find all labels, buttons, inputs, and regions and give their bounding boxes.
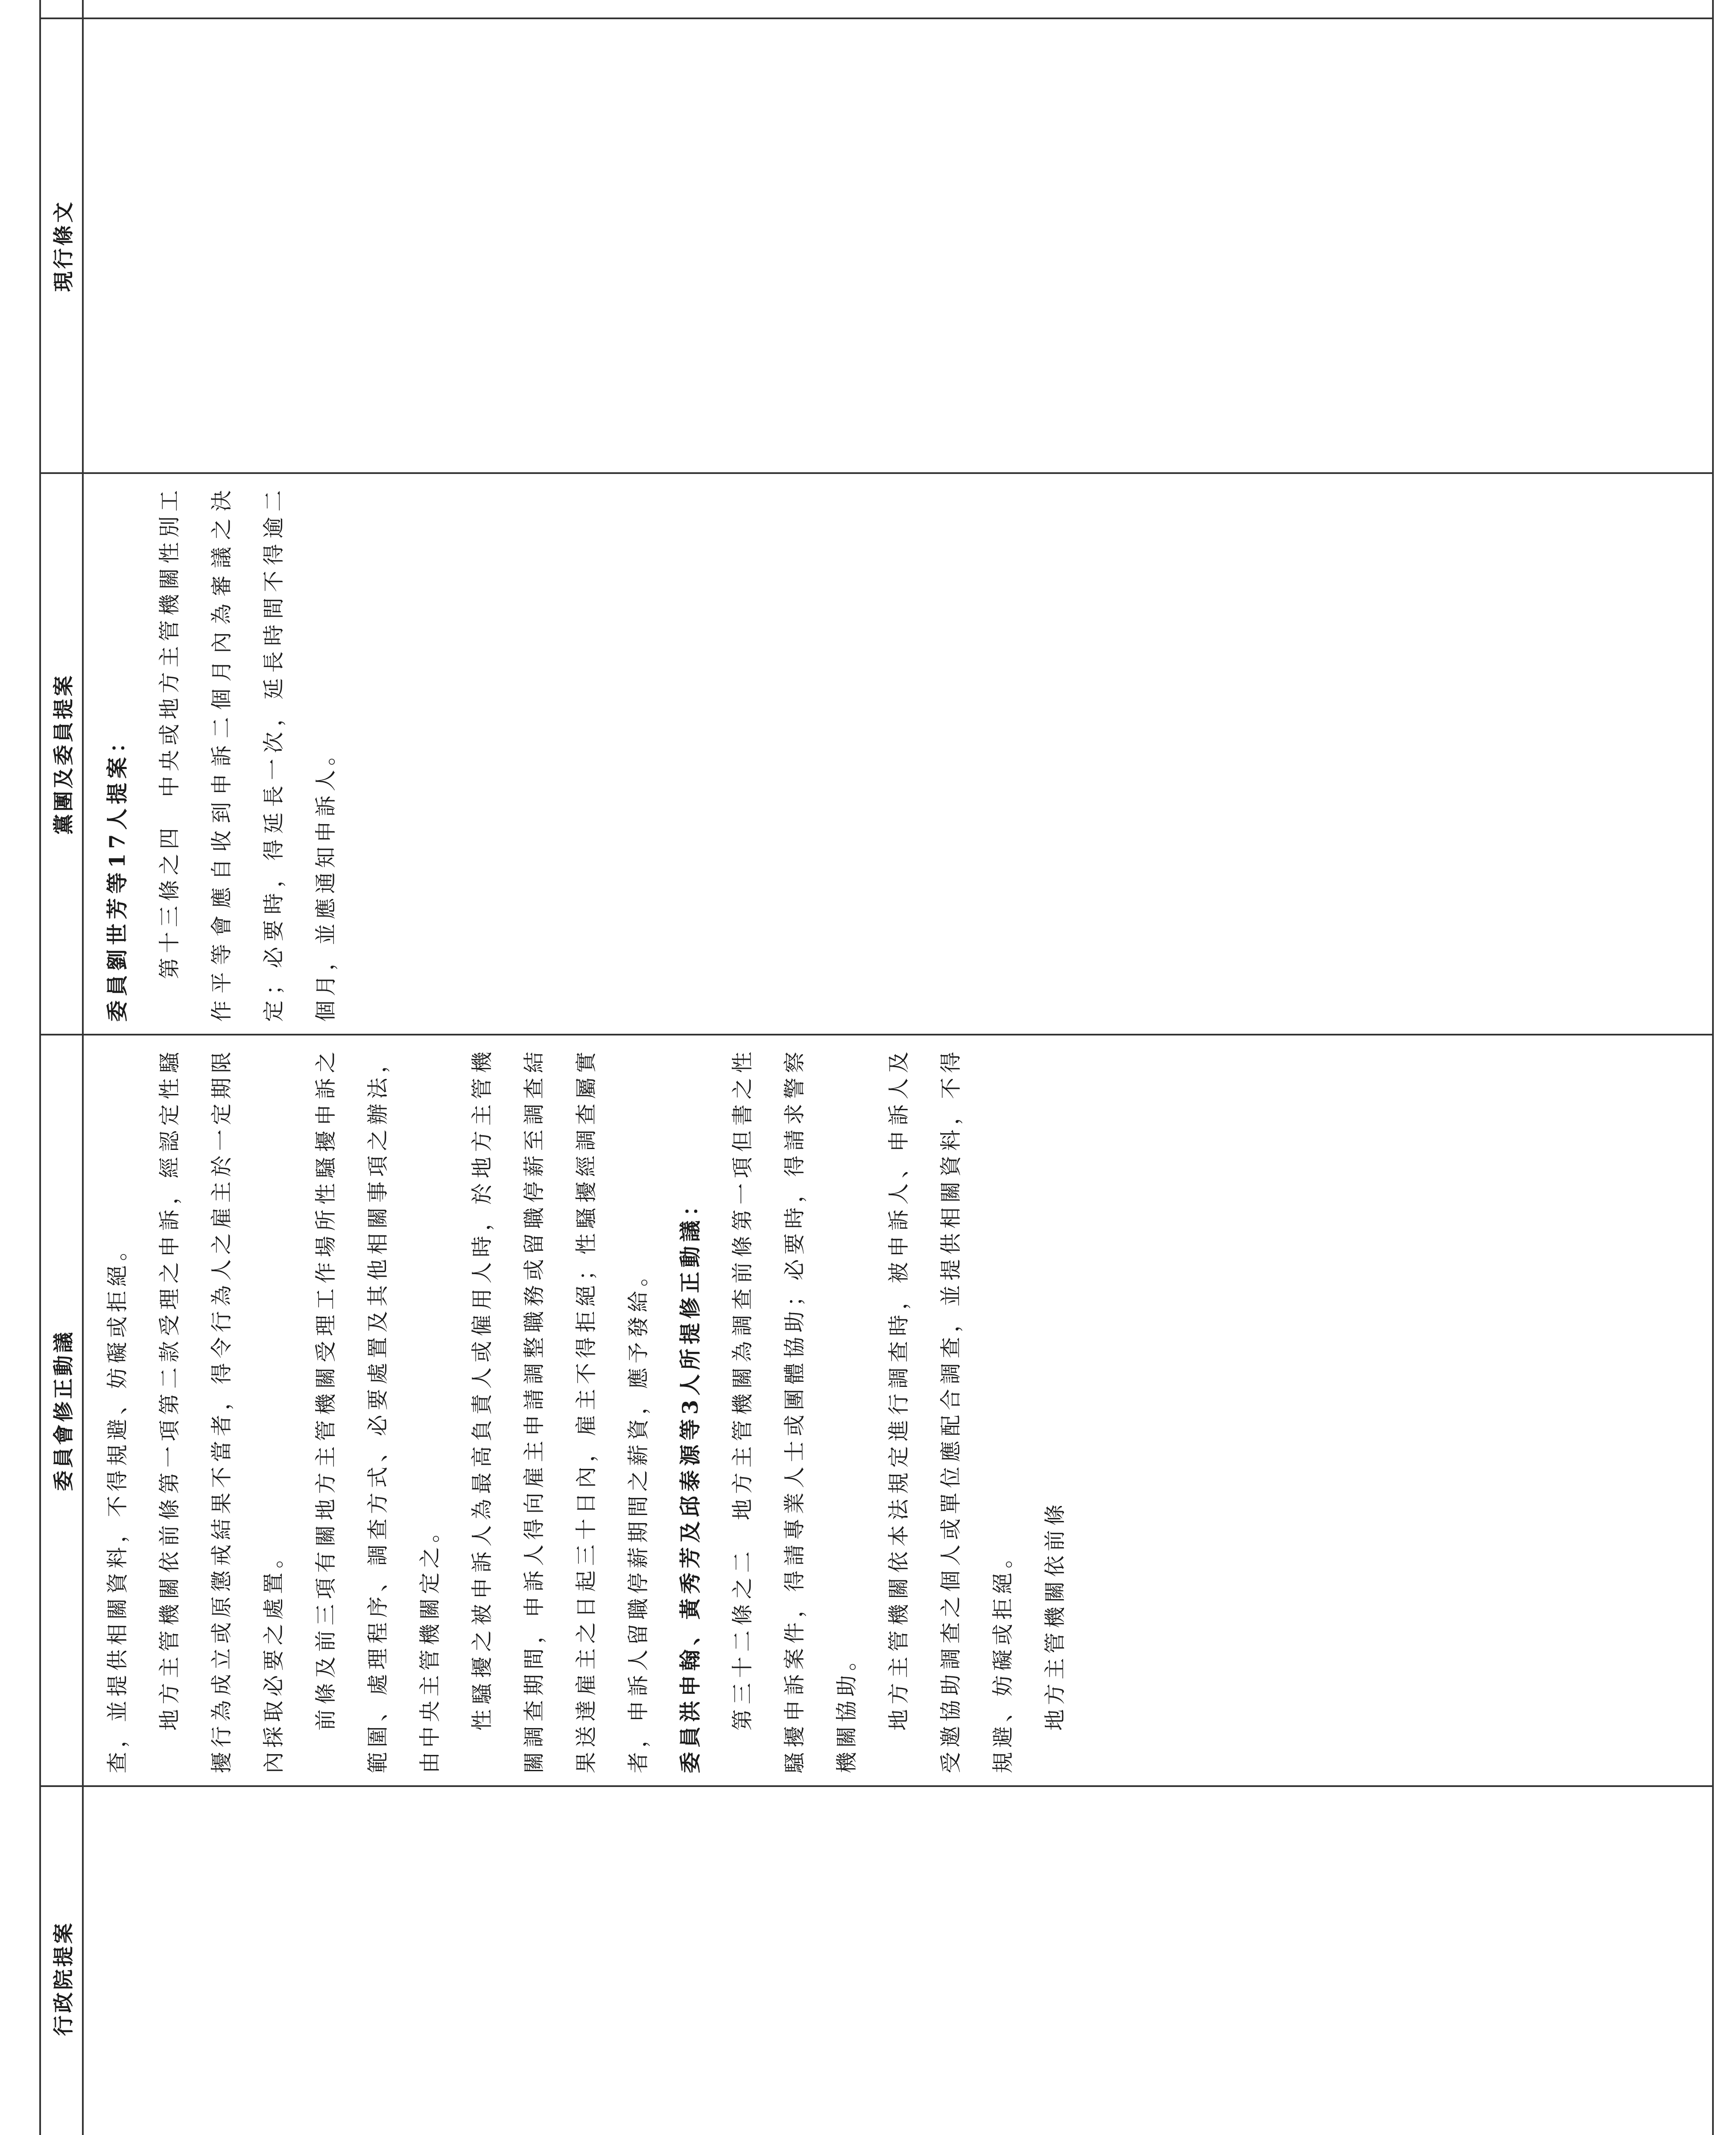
explanation-cell: [83, 0, 1713, 18]
current-text-cell: [83, 18, 1713, 473]
executive-proposal-cell: [83, 1786, 1713, 2135]
motion-heading: 委員洪申翰、黃秀芳及邱泰源等3人所提修正動議：: [678, 1190, 703, 1773]
header-row: [40, 0, 83, 2135]
proposal-paragraph: 第十三條之四 中央或地方主管機關性別工作平等會應自收到申訴二個月內為審議之決定；必要時，得延長一次，延長時間不得逾二個月，並應通知申訴人。: [157, 486, 338, 1022]
motion-paragraph: 前條及前三項有關地方主管機關受理工作場所性騷擾申訴之範圍、處理程序、調查方式、必要處置及其他相關事項之辦法，由中央主管機關定之。: [313, 1047, 442, 1773]
caucus-proposal-cell: [83, 473, 1713, 1035]
motion-paragraph: 地方主管機關依本法規定進行調查時，被申訴人、申訴人及受邀協助調查之個人或單位應配合調查，並提供相關資料，不得規避、妨礙或拒絕。: [886, 1047, 1015, 1773]
comparison-table: [39, 0, 1714, 2135]
motion-paragraph: 地方主管機關依前條: [1043, 1500, 1067, 1731]
motion-paragraph: 查，並提供相關資料，不得規避、妨礙或拒絕。: [105, 1235, 130, 1773]
header-committee-motion: 委員會修正動議: [40, 1035, 83, 1786]
body-row: [83, 0, 1713, 2135]
header-explanation: [40, 0, 83, 18]
proposal-heading: 委員劉世芳等17人提案：: [105, 727, 130, 1022]
header-current-text: 現行條文: [40, 18, 83, 473]
committee-motion-cell: [83, 1035, 1713, 1786]
header-executive-proposal: 行政院提案: [40, 1786, 83, 2135]
header-caucus-proposal: 黨團及委員提案: [40, 473, 83, 1035]
motion-paragraph: 性騷擾之被申訴人為最高負責人或僱用人時，於地方主管機關調查期間，申訴人得向雇主申請調整職務或留職停薪至調查結果送達雇主之日起三十日內，雇主不得拒絕；性騷擾經調查屬實者，申訴人留職停薪期間之薪資，應予發給。: [470, 1047, 651, 1773]
motion-paragraph: 第三十二條之二 地方主管機關為調查前條第一項但書之性騷擾申訴案件，得請專業人士或團體協助；必要時，得請求警察機關協助。: [730, 1047, 859, 1773]
motion-paragraph: 地方主管機關依前條第一項第二款受理之申訴，經認定性騷擾行為成立或原懲戒結果不當者，得令行為人之雇主於一定期限內採取必要之處置。: [157, 1047, 286, 1773]
